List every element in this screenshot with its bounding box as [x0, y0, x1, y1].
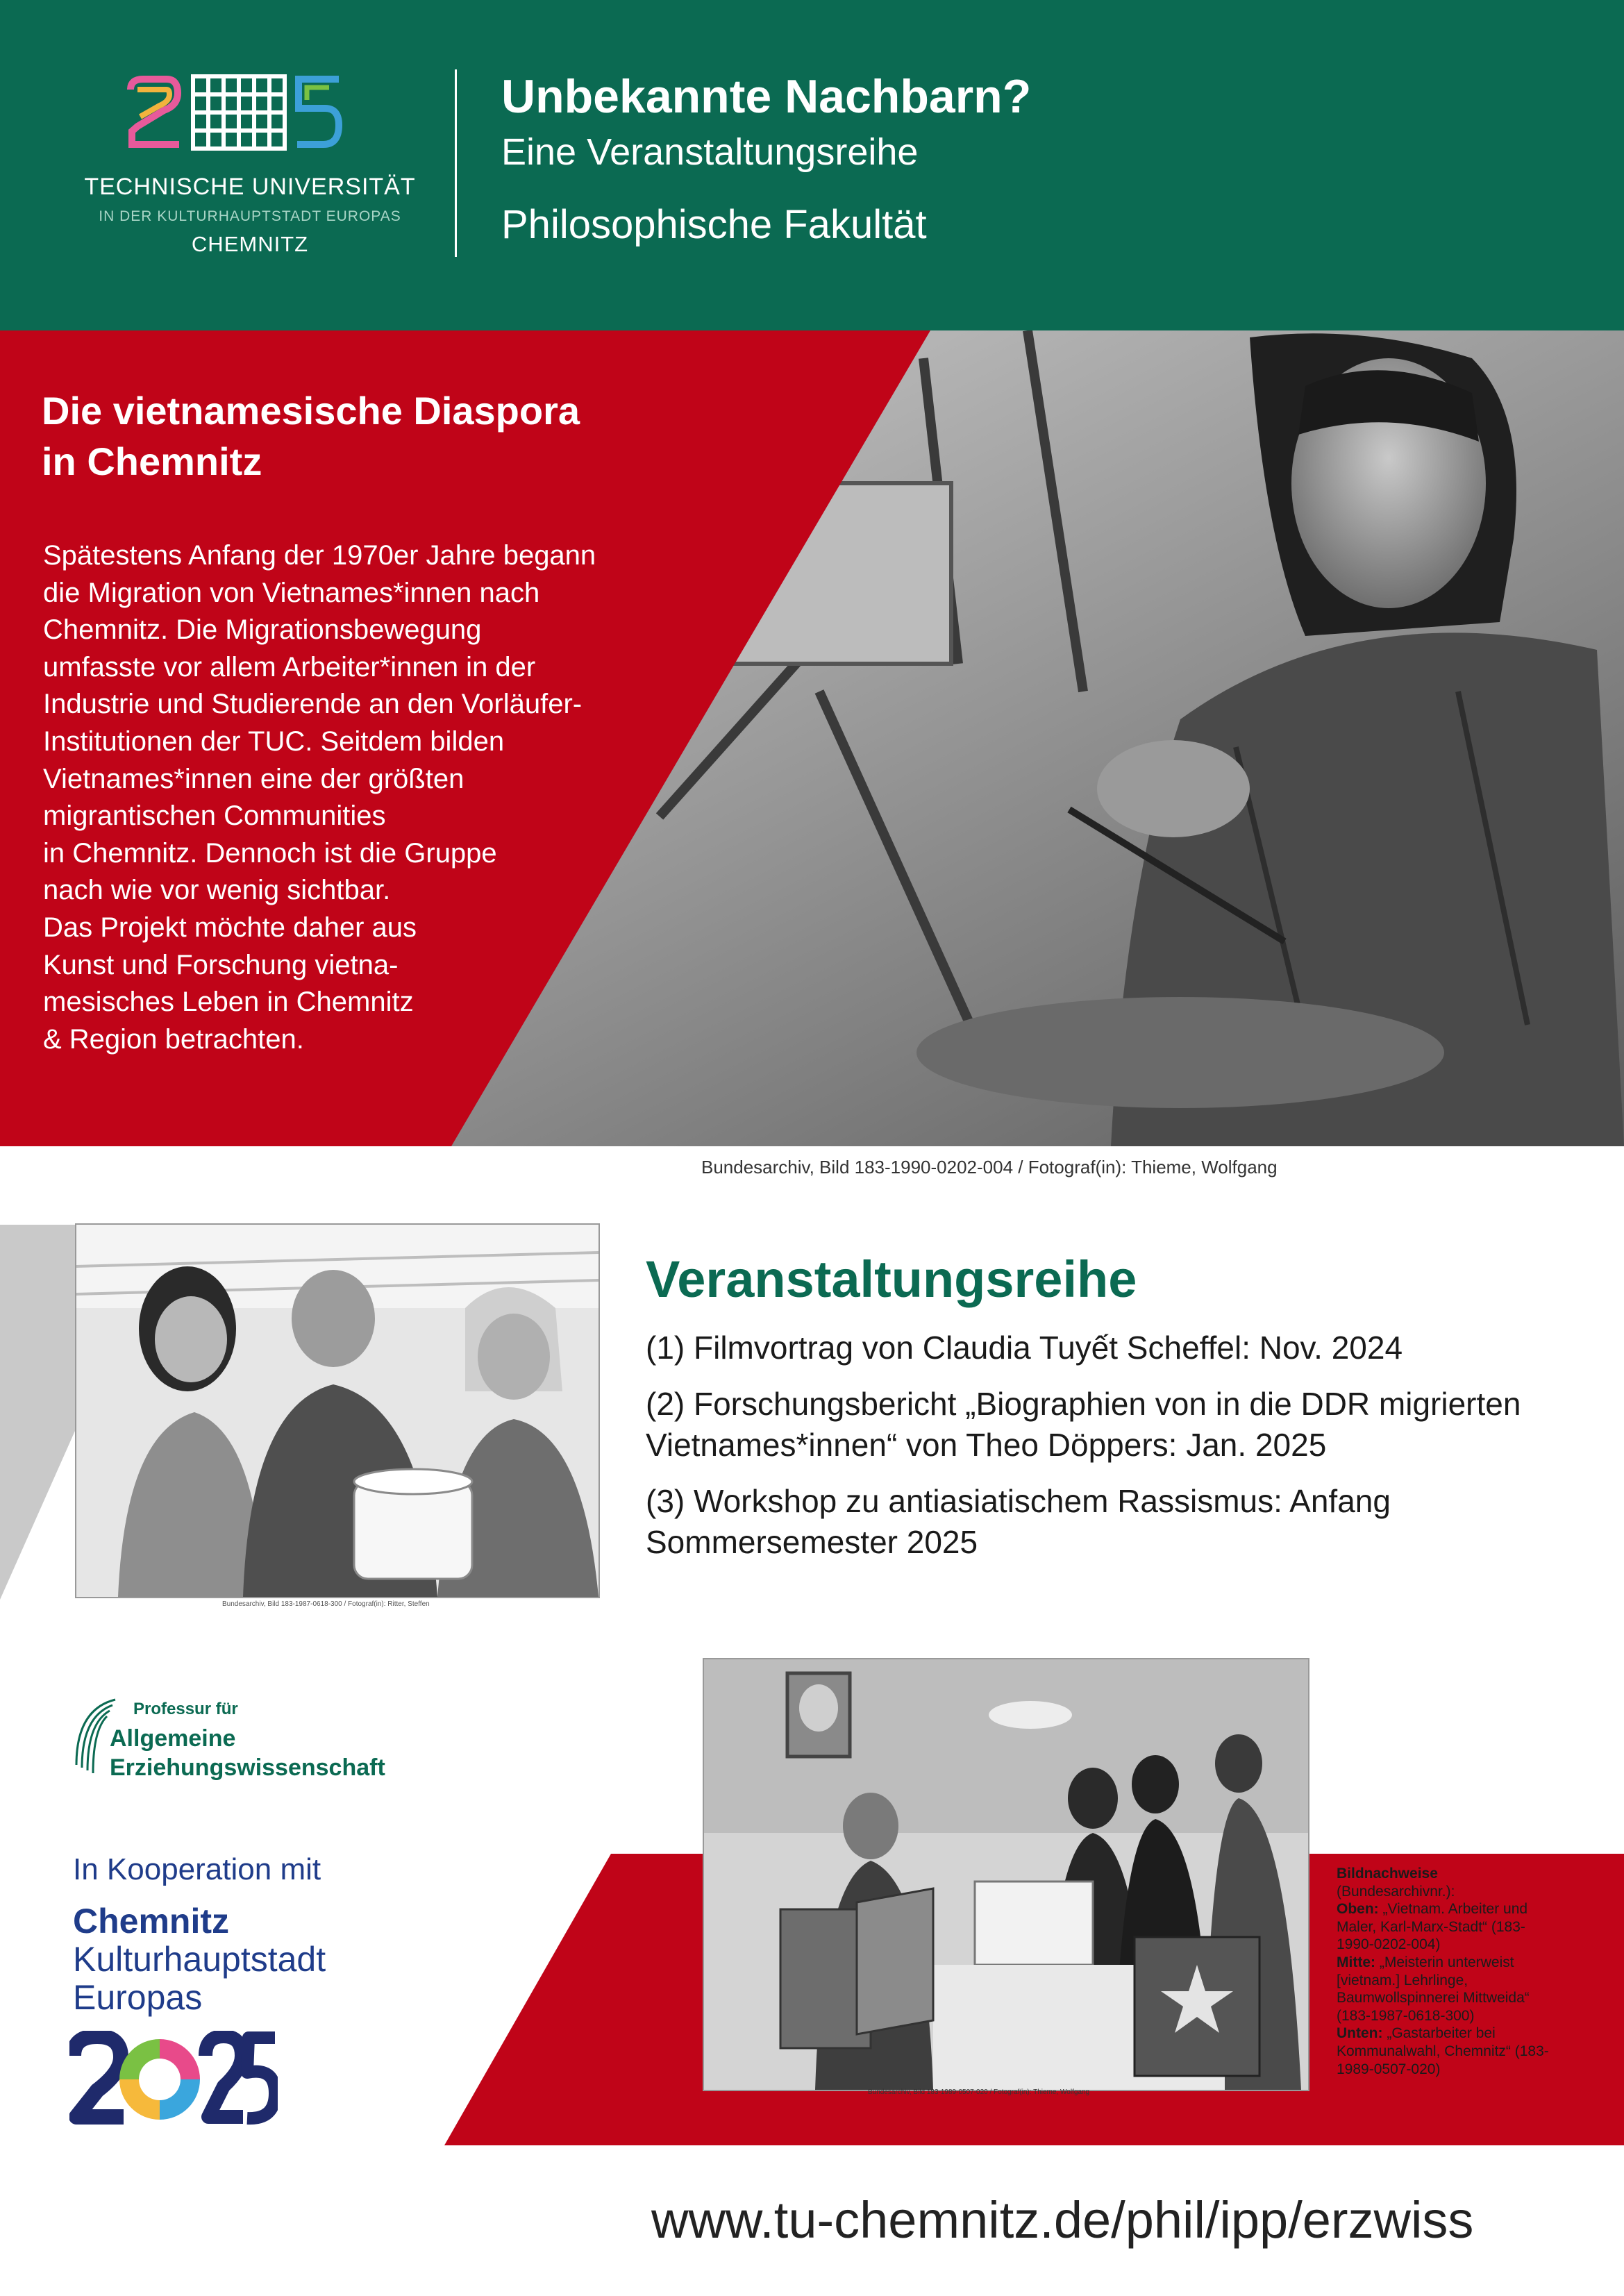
professur-name-line1: Allgemeine [110, 1725, 236, 1752]
chemnitz-2025-line1: Chemnitz [73, 1902, 229, 1941]
image-credits-title: Bildnachweise [1337, 1866, 1438, 1882]
hero-photo-credit: Bundesarchiv, Bild 183-1990-0202-004 / Fotograf(in): Thieme, Wolfgang [701, 1157, 1278, 1178]
logo-numeral: 2025 [124, 72, 126, 73]
chemnitz-2025-line3: Europas [73, 1978, 203, 2017]
image-credit-top-label: Oben: [1337, 1901, 1379, 1918]
photo-election-credit: Bundesarchiv, Bild 183-1989-0507-020 / Fotograf(in): Thieme, Wolfgang [868, 2088, 1090, 2096]
photo-election [703, 1658, 1309, 2091]
logo-tagline: IN DER KULTURHAUPTSTADT EUROPAS [99, 208, 401, 224]
image-credit-middle [1337, 1954, 1559, 2025]
photo-apprentices-credit: Bundesarchiv, Bild 183-1987-0618-300 / Fotograf(in): Ritter, Steffen [222, 1600, 430, 1608]
event-item-2: (2) Forschungsbericht „Biographien von in die DDR migrierten Vietnames*innen“ von Theo Döppers: Jan. 2025 [646, 1385, 1521, 1463]
image-credit-middle-label: Mitte: [1337, 1954, 1375, 1971]
hero-heading-line1: Die vietnamesische Diaspora [42, 389, 580, 433]
header-divider [455, 69, 457, 257]
image-credit-bottom-text: „Gastarbeiter bei Kommunalwahl, Chemnitz“ (183-1989-0507-020) [1337, 2025, 1549, 2077]
website-link[interactable]: www.tu-chemnitz.de/phil/ipp/erzwiss [651, 2191, 1474, 2249]
image-credit-top-text: „Vietnam. Arbeiter und Maler, Karl-Marx-Stadt“ (183-1990-0202-004) [1337, 1901, 1528, 1953]
logo-university-name: TECHNISCHE UNIVERSITÄT [84, 174, 416, 200]
image-credit-top [1337, 1900, 1559, 1954]
image-credit-bottom-label: Unten: [1337, 2025, 1383, 2042]
image-credit-middle-text: „Meisterin unterweist [vietnam.] Lehrlinge, Baumwollspinnerei Mittweida“ (183-1987-0618-300) [1337, 1954, 1530, 2024]
photo-apprentices-image [76, 1225, 598, 1597]
tu-chemnitz-logo[interactable] [69, 72, 430, 267]
image-credits-box [1337, 1865, 1559, 2078]
professur-name-line2: Erziehungswissenschaft [110, 1754, 385, 1781]
professur-label: Professur für [133, 1700, 238, 1718]
cooperation-label: In Kooperation mit [73, 1852, 321, 1886]
hero-body-text: Spätestens Anfang der 1970er Jahre begann die Migration von Vietnames*innen nach Chemnitz. Die Migrationsbewegung umfasste vor allem Arbeiter*innen in der Industrie und Studierende an den Vorläufer- Institutionen der TUC. Seitdem bilden Vietnames*innen eine der größten migrantischen Communities in Chemnitz. Dennoch ist die Gruppe nach wie vor wenig sichtbar. Das Projekt möchte daher aus Kunst und Forschung vietna- mesisches Leben in Chemnitz & Region betrachten. [43, 540, 596, 1055]
photo-election-image [704, 1659, 1308, 2090]
events-heading: Veranstaltungsreihe [646, 1250, 1137, 1308]
events-list [646, 1327, 1569, 1577]
logo-city: CHEMNITZ [191, 232, 309, 256]
event-item-1: (1) Filmvortrag von Claudia Tuyết Scheffel: Nov. 2024 [646, 1330, 1403, 1366]
hero-heading-line2: in Chemnitz [42, 439, 262, 483]
chemnitz-2025-line2: Kulturhauptstadt [73, 1940, 326, 1979]
page-subtitle: Eine Veranstaltungsreihe [501, 131, 919, 173]
hero-section [0, 330, 1624, 1146]
hero-heading [42, 386, 667, 487]
page-title: Unbekannte Nachbarn? [501, 70, 1032, 123]
faculty-name: Philosophische Fakultät [501, 202, 927, 247]
image-credits-subtitle: (Bundesarchivnr.): [1337, 1883, 1455, 1900]
tu-2025-logo-mark [124, 72, 346, 156]
photo-apprentices [75, 1223, 600, 1598]
event-item-3: (3) Workshop zu antiasiatischem Rassismus: Anfang Sommersemester 2025 [646, 1482, 1391, 1560]
image-credit-bottom [1337, 2025, 1559, 2078]
